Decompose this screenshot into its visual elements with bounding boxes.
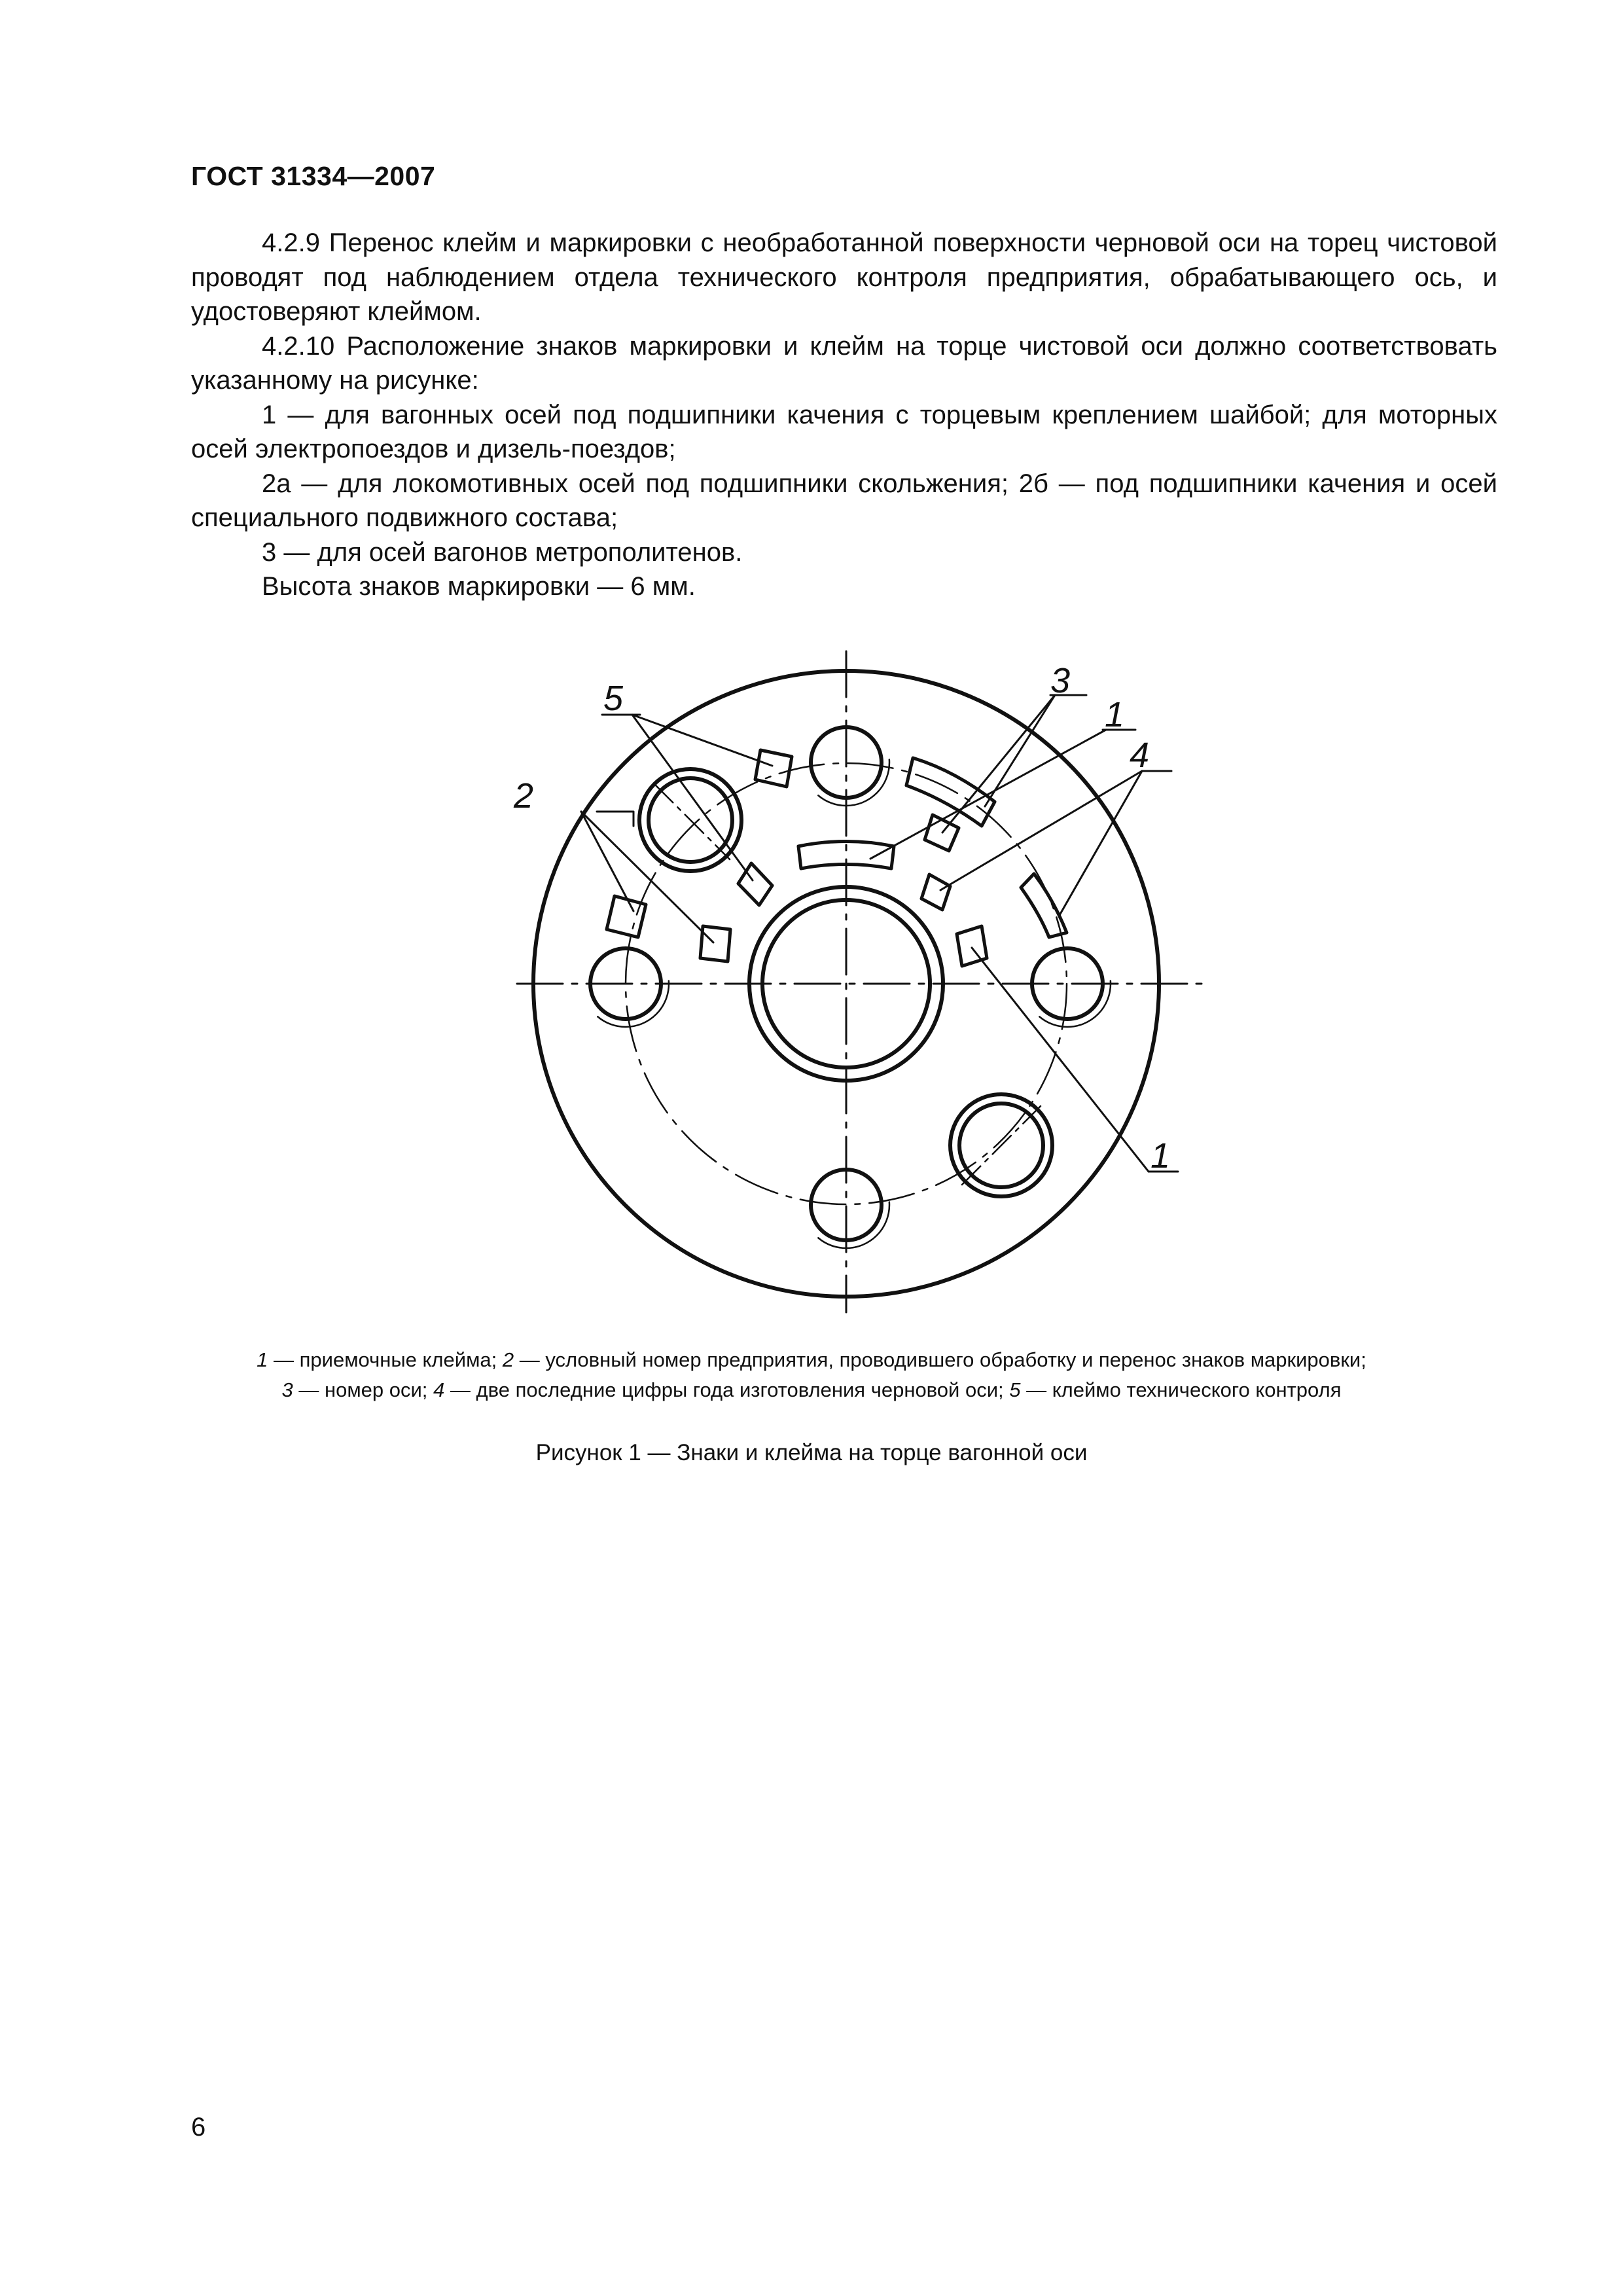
legend-text-1: — приемочные клейма; xyxy=(268,1348,503,1371)
legend-line-2 xyxy=(0,1375,1623,1405)
paragraph-4-2-10: 4.2.10 Расположение знаков маркировки и клейм на торце чистовой оси должно соответствовать указанному на рисунке: xyxy=(191,331,1497,395)
callout-1-lower: 1 xyxy=(1150,1136,1171,1175)
legend-num-3: 3 xyxy=(281,1378,293,1401)
paragraph-item-2: 2а — для локомотивных осей под подшипники скольжения; 2б — под подшипники качения и осей специального подвижного состава; xyxy=(191,469,1497,532)
figure-caption: Рисунок 1 — Знаки и клейма на торце вагонной оси xyxy=(535,1440,1088,1465)
mark-box-2-outer xyxy=(607,896,646,937)
figure-legend xyxy=(0,1345,1623,1405)
paragraph-mark-height: Высота знаков маркировки — 6 мм. xyxy=(262,572,696,601)
legend-num-2: 2 xyxy=(502,1348,514,1371)
legend-text-2: — условный номер предприятия, проводившего обработку и перенос знаков маркировки; xyxy=(514,1348,1366,1371)
callout-4: 4 xyxy=(1130,736,1150,775)
large-hole-lower-right xyxy=(950,1094,1052,1196)
legend-text-4: — две последние цифры года изготовления черновой оси; xyxy=(444,1378,1010,1401)
mark-box-5-top xyxy=(755,750,792,787)
mark-box-4-small xyxy=(921,874,950,910)
paragraph-item-3: 3 — для осей вагонов метрополитенов. xyxy=(262,537,743,567)
page-number: 6 xyxy=(191,2113,206,2142)
mark-box-2-inner xyxy=(700,926,730,961)
callout-3: 3 xyxy=(1050,661,1071,700)
paragraph-4-2-9: 4.2.9 Перенос клейм и маркировки с необработанной поверхности черновой оси на торец чистовой проводят под наблюдением отдела технического контроля предприятия, обрабатывающего ось, и удостоверяют клеймом. xyxy=(191,228,1497,326)
mark-box-5-lower xyxy=(738,863,772,905)
paragraph-item-1: 1 — для вагонных осей под подшипники качения с торцевым креплением шайбой; для моторных осей электропоездов и дизель-поездов; xyxy=(191,400,1497,463)
legend-text-5: — клеймо технического контроля xyxy=(1020,1378,1342,1401)
legend-num-1: 1 xyxy=(257,1348,268,1371)
legend-text-3: — номер оси; xyxy=(293,1378,434,1401)
callout-2: 2 xyxy=(514,776,534,816)
document-header: ГОСТ 31334—2007 xyxy=(191,161,436,191)
legend-line-1 xyxy=(0,1345,1623,1375)
large-hole-upper-left xyxy=(639,769,741,871)
legend-num-5: 5 xyxy=(1009,1378,1021,1401)
legend-num-4: 4 xyxy=(433,1378,445,1401)
callout-1-upper: 1 xyxy=(1105,695,1125,734)
callout-5: 5 xyxy=(603,679,624,718)
